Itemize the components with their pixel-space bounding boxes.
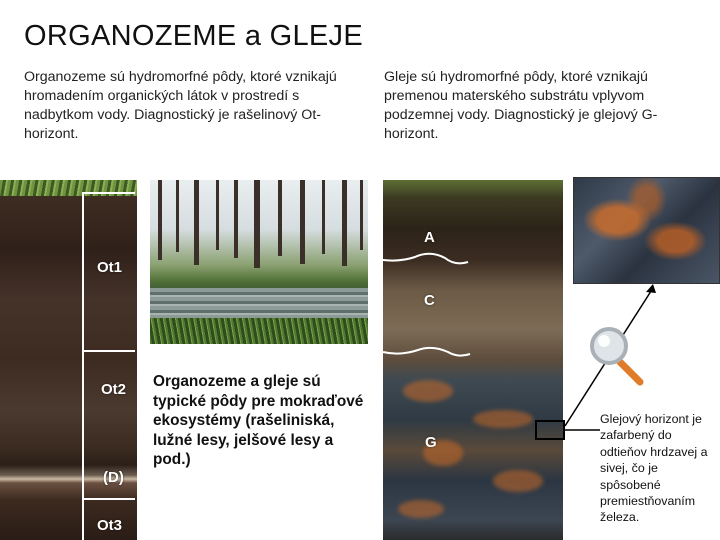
horizon-label-ot1: Ot1 (97, 259, 123, 276)
horizon-label-c: C (424, 292, 435, 309)
horizon-label-g: G (425, 434, 437, 451)
magnifier-icon (592, 329, 640, 382)
horizon-label-ot3: Ot3 (97, 517, 123, 534)
boundary-a-c (383, 254, 468, 264)
wetland-caption: Organozeme a gleje sú typické pôdy pre mokraďové ekosystémy (rašeliniská, lužné lesy, jelšové lesy a pod.) (153, 373, 364, 468)
gley-horizon-caption: Glejový horizont je zafarbený do odtieňov hrdzavej a sivej, čo je spôsobené premiestňovaním železa. (600, 412, 708, 525)
page-title: ORGANOZEME a GLEJE (24, 20, 363, 52)
horizon-label-d: (D) (103, 469, 124, 486)
zoom-region-marker (535, 420, 565, 440)
horizon-label-a: A (424, 229, 435, 246)
organozeme-description: Organozeme sú hydromorfné pôdy, ktoré vznikajú hromadením organických látok v prostredí s nadbytkom vody. Diagnostický je rašelinový Ot-horizont. (24, 69, 337, 142)
pointer-arrowhead (646, 284, 656, 293)
horizon-label-ot2: Ot2 (101, 381, 127, 398)
gleje-description: Gleje sú hydromorfné pôdy, ktoré vznikajú premenou materského substrátu vplyvom podzemnej vody. Diagnostický je glejový G-horizont. (384, 69, 658, 142)
boundary-c-g (383, 348, 470, 356)
